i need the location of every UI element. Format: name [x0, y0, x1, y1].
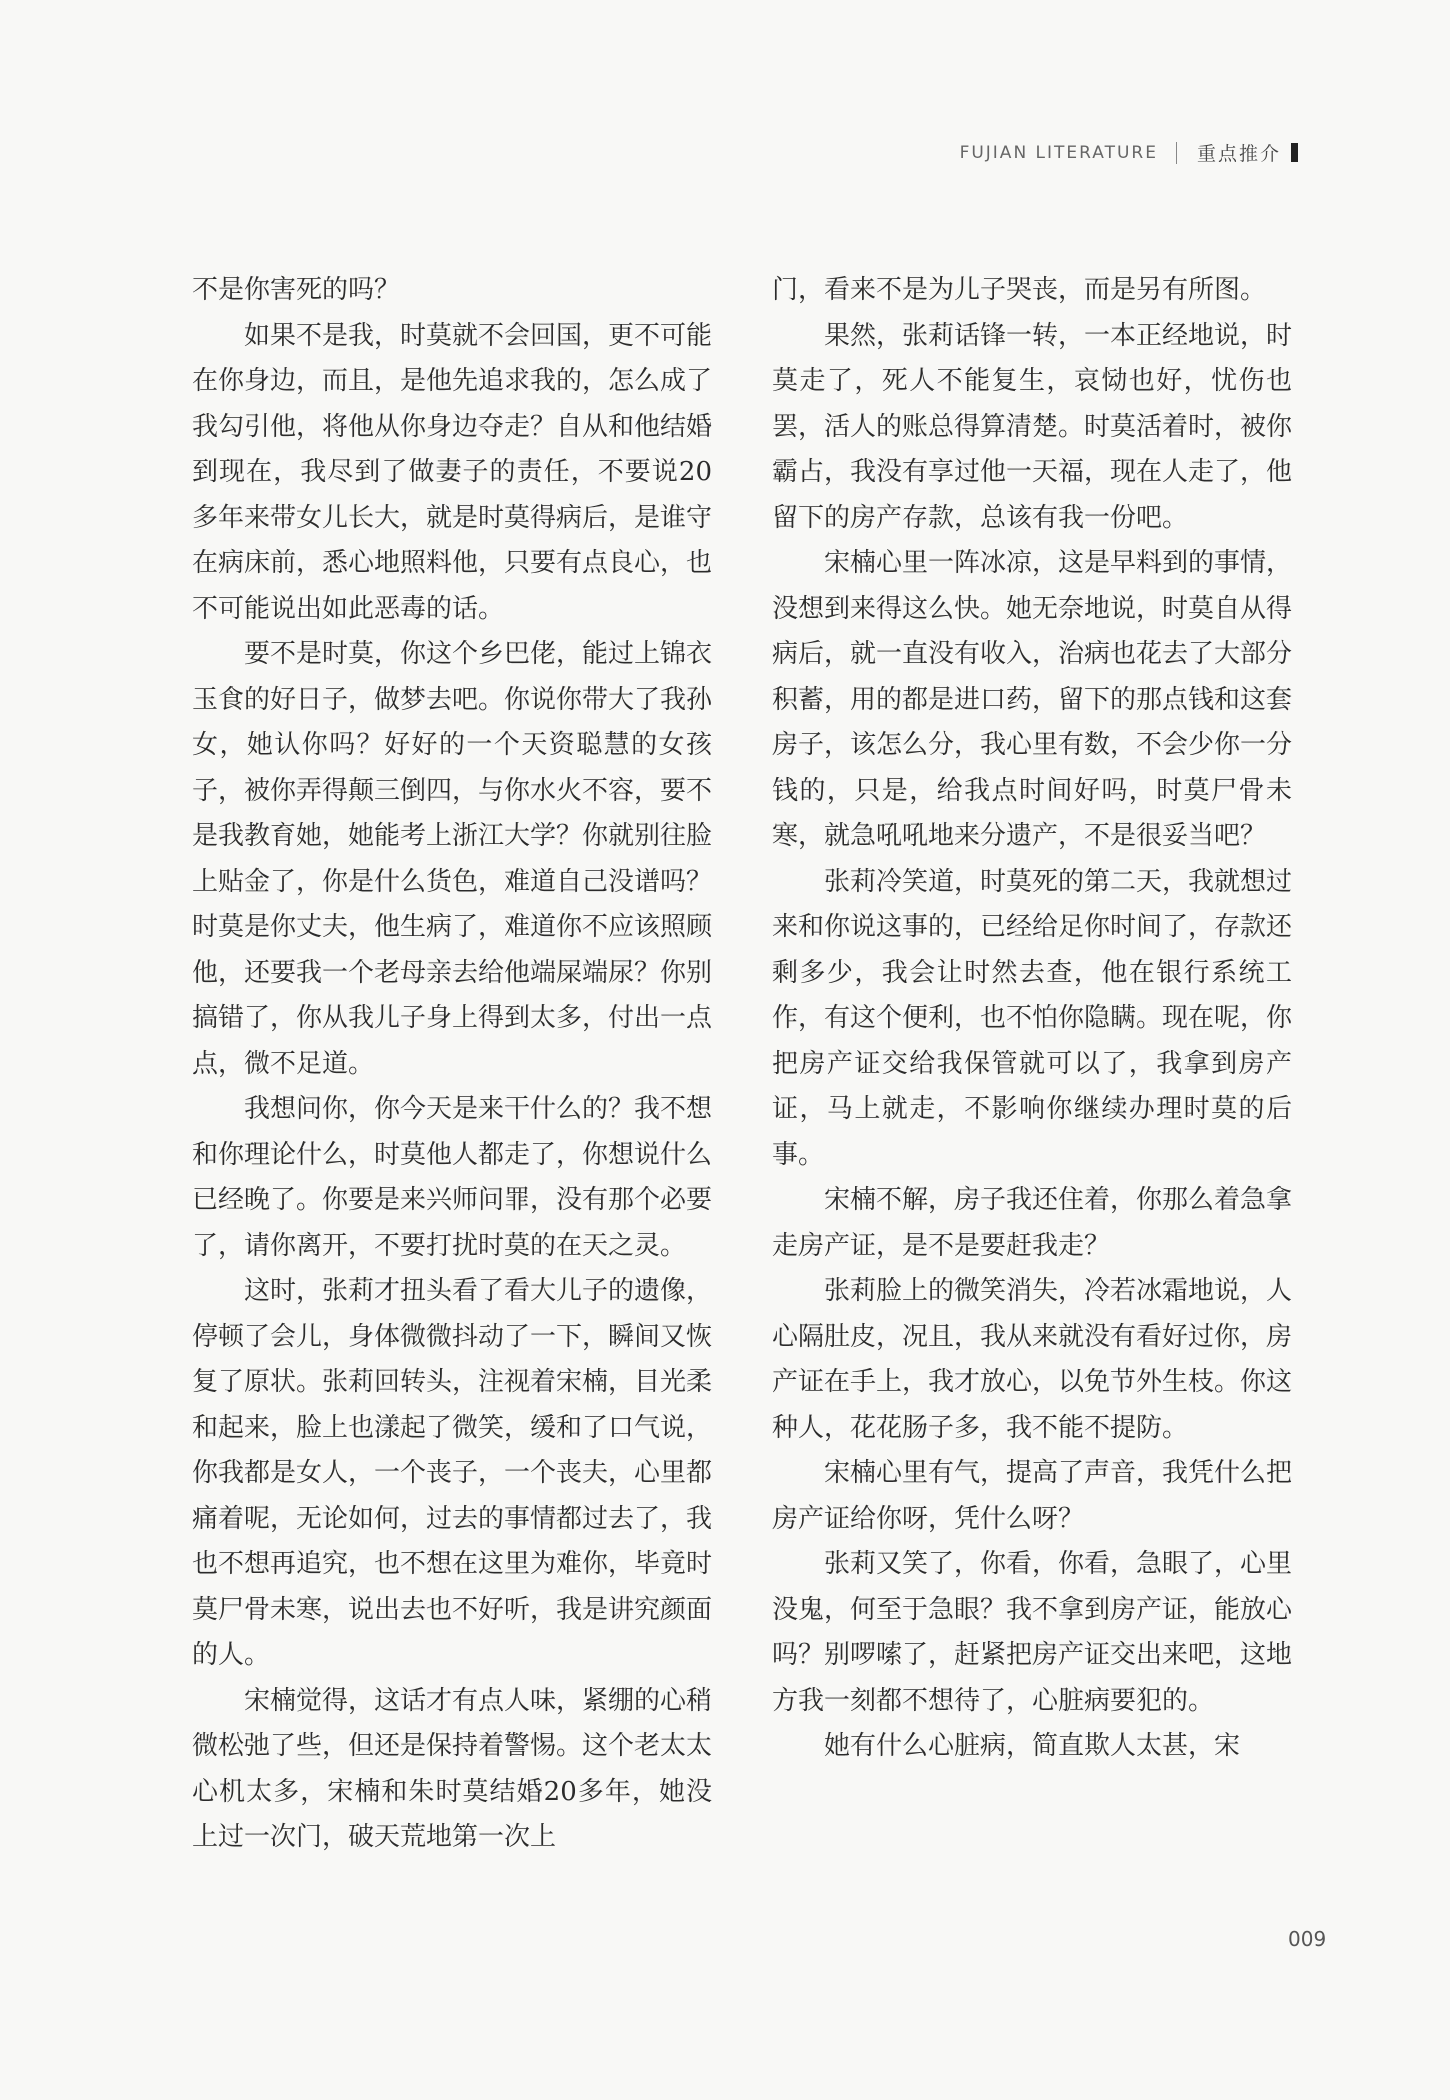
paragraph: 宋楠心里有气，提高了声音，我凭什么把房产证给你呀，凭什么呀？ — [772, 1458, 1293, 1534]
right-column — [772, 268, 1292, 1770]
left-column — [192, 268, 712, 1861]
paragraph: 宋楠觉得，这话才有点人味，紧绷的心稍微松弛了些，但还是保持着警惕。这个老太太心机太多，宋楠和朱时莫结婚20多年，她没上过一次门，破天荒地第一次上 — [192, 1685, 713, 1852]
page-number: 009 — [1288, 1927, 1327, 1951]
header-divider — [1176, 142, 1177, 164]
paragraph: 张莉脸上的微笑消失，冷若冰霜地说，人心隔肚皮，况且，我从来就没有看好过你，房产证在手上，我才放心，以免节外生枝。你这种人，花花肠子多，我不能不提防。 — [772, 1276, 1293, 1443]
paragraph: 张莉冷笑道，时莫死的第二天，我就想过来和你说这事的，已经给足你时间了，存款还剩多少，我会让时然去查，他在银行系统工作，有这个便利，也不怕你隐瞒。现在呢，你把房产证交给我保管就可以了，我拿到房产证，马上就走，不影响你继续办理时莫的后事。 — [772, 866, 1293, 1170]
paragraph: 如果不是我，时莫就不会回国，更不可能在你身边，而且，是他先追求我的，怎么成了我勾引他，将他从你身边夺走？自从和他结婚到现在，我尽到了做妻子的责任，不要说20多年来带女儿长大，就是时莫得病后，是谁守在病床前，悉心地照料他，只要有点良心，也不可能说出如此恶毒的话。 — [192, 320, 713, 624]
paragraph: 果然，张莉话锋一转，一本正经地说，时莫走了，死人不能复生，哀恸也好，忧伤也罢，活人的账总得算清楚。时莫活着时，被你霸占，我没有享过他一天福，现在人走了，他留下的房产存款，总该有我一份吧。 — [772, 320, 1293, 533]
paragraph: 宋楠心里一阵冰凉，这是早料到的事情，没想到来得这么快。她无奈地说，时莫自从得病后，就一直没有收入，治病也花去了大部分积蓄，用的都是进口药，留下的那点钱和这套房子，该怎么分，我心里有数，不会少你一分钱的，只是，给我点时间好吗，时莫尸骨未寒，就急吼吼地来分遗产，不是很妥当吧？ — [772, 548, 1293, 851]
paragraph: 她有什么心脏病，简直欺人太甚，宋 — [824, 1731, 1241, 1761]
paragraph: 张莉又笑了，你看，你看，急眼了，心里没鬼，何至于急眼？我不拿到房产证，能放心吗？别啰嗦了，赶紧把房产证交出来吧，这地方我一刻都不想待了，心脏病要犯的。 — [772, 1549, 1293, 1716]
paragraph: 我想问你，你今天是来干什么的？我不想和你理论什么，时莫他人都走了，你想说什么已经晚了。你要是来兴师问罪，没有那个必要了，请你离开，不要打扰时莫的在天之灵。 — [192, 1094, 713, 1261]
paragraph: 宋楠不解，房子我还住着，你那么着急拿走房产证，是不是要赶我走？ — [772, 1185, 1293, 1261]
magazine-name: FUJIAN LITERATURE — [959, 142, 1158, 163]
section-marker — [1291, 143, 1298, 162]
paragraph: 这时，张莉才扭头看了看大儿子的遗像，停顿了会儿，身体微微抖动了一下，瞬间又恢复了原状。张莉回转头，注视着宋楠，目光柔和起来，脸上也漾起了微笑，缓和了口气说，你我都是女人，一个丧子，一个丧夫，心里都痛着呢，无论如何，过去的事情都过去了，我也不想再追究，也不想在这里为难你，毕竟时莫尸骨未寒，说出去也不好听，我是讲究颜面的人。 — [192, 1276, 713, 1670]
paragraph: 不是你害死的吗？ — [192, 275, 401, 305]
section-title: 重点推介 — [1196, 143, 1281, 165]
paragraph: 门，看来不是为儿子哭丧，而是另有所图。 — [772, 275, 1267, 305]
paragraph: 要不是时莫，你这个乡巴佬，能过上锦衣玉食的好日子，做梦去吧。你说你带大了我孙女，她认你吗？好好的一个天资聪慧的女孩子，被你弄得颠三倒四，与你水火不容，要不是我教育她，她能考上浙江大学？你就别往脸上贴金了，你是什么货色，难道自己没谱吗？时莫是你丈夫，他生病了，难道你不应该照顾他，还要我一个老母亲去给他端屎端尿？你别搞错了，你从我儿子身上得到太多，付出一点点，微不足道。 — [192, 639, 713, 1079]
running-header — [960, 139, 1298, 166]
